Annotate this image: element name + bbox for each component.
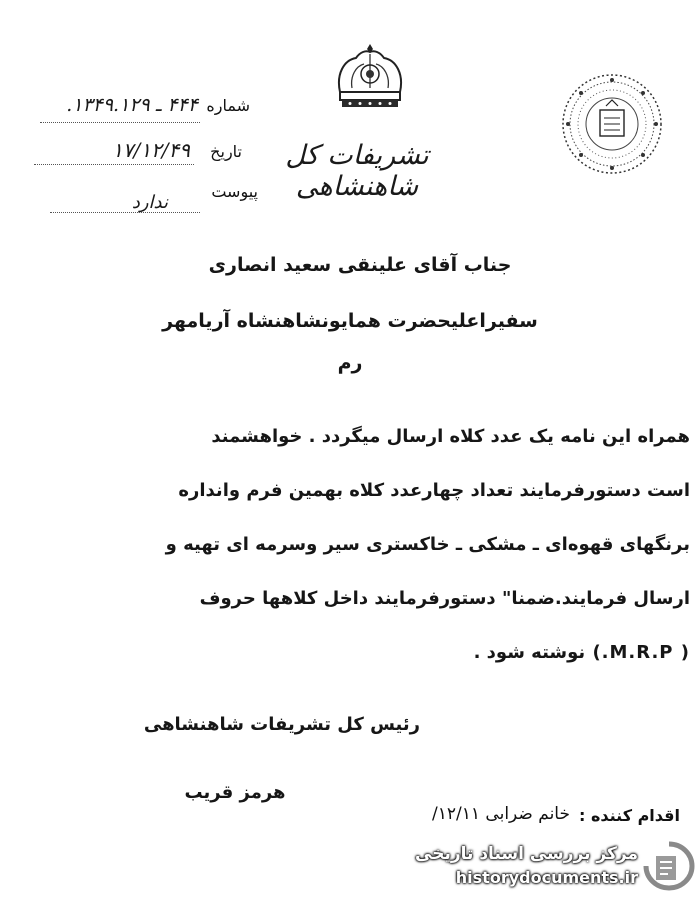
signature-title: رئیس کل تشریفات شاهنشاهی: [143, 714, 420, 735]
watermark: [415, 838, 700, 894]
round-seal-emblem: [560, 72, 664, 176]
date-row: [10, 140, 242, 164]
recipient-title: سفیراعلیحضرت همایونشاهنشاه آریامهر: [162, 310, 538, 332]
date-label: تاریخ: [210, 142, 242, 161]
action-value: خانم ضرابی ۱۲/۱۱/: [432, 804, 570, 824]
body-line: برنگهای قهوه‌ای ـ مشکی ـ خاکستری سیر وسرمه ای تهیه و: [165, 534, 690, 555]
office-title: تشریفات کل شاهنشاهی: [285, 140, 429, 202]
crown-emblem: [330, 40, 410, 112]
letter-body: [70, 410, 690, 680]
attachment-label: پیوست: [211, 182, 258, 201]
body-line: ( M.R.P.) نوشته شود .: [473, 642, 690, 663]
body-line: ارسال فرمایند.ضمنا" دستورفرمایند داخل کلاهها حروف: [199, 588, 690, 609]
watermark-url: historydocuments.ir: [455, 868, 638, 887]
number-underline: [40, 122, 200, 123]
document-logo-icon: [642, 840, 696, 892]
number-label: شماره: [206, 96, 250, 115]
attachment-value: ندارد: [131, 192, 168, 213]
recipient-city: رم: [337, 352, 363, 374]
body-line: همراه این نامه یک عدد کلاه ارسال میگردد . خواهشمند: [211, 426, 690, 447]
recipient-name: جناب آقای علینقی سعید انصاری: [208, 254, 512, 276]
signatory-name: هرمز قریب: [184, 782, 286, 803]
action-label: اقدام کننده :: [578, 806, 680, 825]
date-value: ۱۷/۱۲/۴۹: [112, 138, 190, 162]
watermark-title: مرکز بررسی اسناد تاریخی: [415, 844, 638, 864]
number-row: [10, 96, 250, 120]
body-line: است دستورفرمایند تعداد چهارعدد کلاه بهمین فرم وانداره: [178, 480, 690, 501]
attachment-underline: [50, 212, 200, 213]
number-value: ۴۴۴ ـ ۱۳۴۹.۱۲۹.: [66, 94, 198, 116]
date-underline: [34, 164, 194, 165]
action-officer-row: [330, 802, 680, 832]
